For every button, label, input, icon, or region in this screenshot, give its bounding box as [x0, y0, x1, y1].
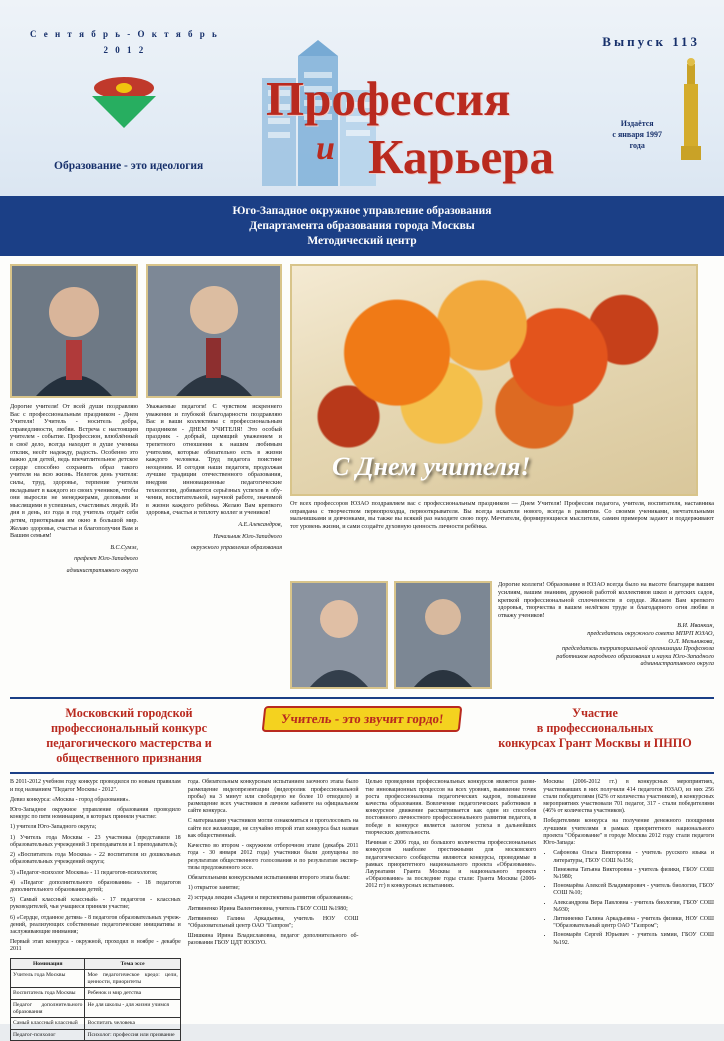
divider-rule — [10, 697, 714, 699]
title-conjunction: и — [316, 130, 335, 167]
portrait-photo-1 — [10, 264, 138, 398]
sig2-line2: Начальник Юго-Западного — [213, 533, 282, 540]
sig-right2-line2: председатель территориальной организации Профсоюза — [562, 645, 714, 653]
col2-p2: С материалами участников могли ознакомиться и проголосовать на сайте все желающие, не случайно второй этап конкурса был назван как общественный. — [187, 818, 359, 839]
col1-p9: 5) Самый классный классный» - 17 педагогов - классных руководителей, чьи учащиеся приняли участие; — [10, 897, 181, 911]
table-header-row — [11, 958, 181, 970]
col3-p2: Начиная с 2006 года, из большого количества профессиональных конкурсов наиболее престижными для московского педагогического сообщества являются конкурсы, проводимые в рамках приоритетного национального проекта «Образование». Лауреатами Гранта Москвы и национального проекта «Образование» за последние годы стали: Гранта Москвы (2006-2012 гг) в конкурсных испытаниях. — [365, 840, 537, 890]
portrait-photo-4 — [394, 581, 492, 689]
second-text-left: От всех профессоров ЮЗАО поздравляем вас с профессиональным праздником — Днем Учителя! Профессия педагога, учителя, воспитателя, наставника оправдана с творчеством первопроходца, первооткрывателя. Вы всегда искатели нового, всегда в развитии. Со своими учениками, мечтательными мальчишками и девчонками, вы также вы всякий раз находите свою пору. Мечтатели, формирующиеся мыслители, самим примером задают и поддерживают тот уровень жизни, и сами создаёте духовную ценность личности ребёнка. — [290, 500, 714, 530]
subheader — [0, 198, 724, 256]
table-cell-nomination: Воспитатель года Москвы — [11, 988, 85, 1000]
col1-p6: 2) «Воспитатель года Москвы» - 22 воспитателя из дошкольных образовательных учреждений округа; — [10, 852, 181, 866]
title-profession: Профессия — [266, 71, 511, 126]
list-item: • Сафонова Ольга Викторовна - учитель русского языка и литературы, ГБОУ СОШ №156; — [553, 850, 714, 864]
winners-list — [553, 850, 714, 946]
list-item: • Пономарёв Сергей Юрьевич - учитель химии, ГБОУ СОШ №192. — [553, 932, 714, 946]
col2-name1: Литвиненко Ирина Валентиновна, учитель ГБОУ СОШ №1980; — [187, 905, 348, 912]
greeting-text-1: Дорогие учителя! От всей души поздравляю Вас с профессиональным праздником - Днем Учителя! Учитель - носитель добра, справедливости, любви. Встреча с настоящим учителем - событие. Профессион, влюблённый в своё дело, всегда находит в душе ученика отклик, несёт надежду, радость. Особенно это важно для детей, ведь впечатлительное детское сердце способно сохранить образ такого учителя на всю жизнь. Нелегок день учителя: силы, труд, здоровье, терпение учителя вкладывает в каждого из своих учеников, чтобы они выросли не менеджерами, деловыми и мыслящими в успешных, счастливых людей. Из дня в день, из года в год учитель отдаёт себя детям, приоткрывая им окно в большой мир. Желаю здоровья, счастья и благополучия Вам и Вашим семьям! — [10, 403, 138, 540]
title-career: Карьера — [368, 129, 555, 184]
table-cell-nomination: Педагог-психолог — [11, 1029, 85, 1041]
headline-left — [10, 706, 248, 766]
greeting-column-1 — [10, 264, 138, 575]
col2-name3: Шишкина Ирина Владиславовна, педагог дополнительного образования ГБОУ ЦДТ ЮЗОУО. — [187, 933, 359, 947]
greeting-image-column — [290, 264, 714, 575]
issue-number: Выпуск 113 — [602, 34, 700, 49]
col2-p5: 1) открытое занятие; — [187, 885, 240, 892]
col2-p1: года. Обязательным конкурсным испытанием заочного этапа было размещение видеопрезентации (видеоролик профессиональной пробы) на 3 минут или свободную не более 10 отводило) и размещение всех участников в личном кабинете на официальном сайте конкурса. — [187, 779, 359, 815]
top-photo-zone — [0, 256, 724, 579]
masthead-title — [200, 34, 620, 194]
article-column-4 — [543, 779, 714, 1041]
col2-p4: Обязательными конкурсными испытаниями второго этапа были: — [187, 874, 350, 881]
article-column-1 — [10, 779, 181, 1041]
table-cell-essay: Не для школы - для жизни учимся — [85, 999, 180, 1017]
sig1-line3: административного округа — [66, 567, 138, 574]
publication-slogan: Образование - это идеология — [54, 160, 204, 172]
since-note — [612, 118, 662, 151]
table-row — [11, 1018, 181, 1030]
table-cell-nomination: Учитель года Москвы — [11, 970, 85, 988]
masthead — [0, 0, 724, 198]
second-zone — [0, 579, 724, 695]
col1-p11: Первый этап конкурса - окружной, проходил в ноябре - декабре 2011 — [10, 939, 181, 953]
col1-p5: 1) Учитель года Москвы - 23 участника (представили 18 образовательных учреждений 3 преподавателя и 1 преподаватель); — [10, 834, 181, 848]
list-item: • Литвиненко Галина Аркадьевна - учитель физики, НОУ СОШ "Образовательный центр ОАО "Газпром"; — [553, 916, 714, 930]
col1-p4: 1) учителя Юго-Западного округа; — [10, 824, 97, 831]
divider-rule-2 — [10, 772, 714, 774]
sig-right2-line4: административного округа — [640, 660, 714, 668]
col1-p10: 6) «Сердце, отданное детям» - 8 педагогов образовательных учреждений, реализующих собственные педагогические инициативы и заслуживающие внимания; — [10, 914, 181, 935]
headline-left-line3: педагогического мастерства и общественного признания — [46, 736, 212, 766]
list-item: • Пономарёва Алексей Владимирович - учитель биологии, ГБОУ СОШ №10; — [553, 883, 714, 897]
col2-p3: Качество во втором - окружном отборочном этапе (декабрь 2011 года - 30 января 2012 года) участники были допущены по результатам общественного голосования и по результатам экспертизы предложенного эссе. — [187, 843, 359, 871]
sig2-line1: А.Е.Александров, — [238, 521, 282, 528]
since-line3: года — [629, 141, 645, 150]
col1-p8: 4) «Педагог дополнительного образования» - 18 педагогов дополнительного образования детей; — [10, 879, 181, 893]
greeting-signature-1 — [10, 545, 138, 576]
tower-emblem-icon — [678, 58, 704, 166]
portrait-pair — [290, 581, 490, 689]
article-column-3 — [366, 779, 537, 1041]
table-cell-nomination: Педагог дополнительного образования — [11, 999, 85, 1017]
headline-banner — [0, 704, 724, 770]
second-text-right: Дорогие коллеги! Образование в ЮЗАО всегда было на высоте благодаря вашим усилиям, вашим знаниям, дружной работой коллективов школ и детских садов, крепкой профессиональной сплоченности в сердце. Желаем Вам крепкого здоровья, творчества в вашем нелёгком труде и благодарного огня любви в отважу учеников! — [498, 581, 714, 619]
greeting-text-2: Уважаемые педагоги! С чувством искреннего уважения и глубокой благодарности поздравляю Вас и ваши коллективы с профессиональным праздником - ДНЕМ УЧИТЕЛЯ! Это особый праздник - добрый, щемящий уважением и трепетного отношения к нашим любимым учителям, которые обязательно есть в жизни каждого человека. Труд педагога поистине неоценим. И сегодня наши педагоги, продолжая лучшие традиции отечественного образования, внедряя инновационные педагогические технологии, добиваются серьёзных успехов в обучении, воспитательной, научной работе, значимой в жизни каждого ребёнка. Желаю Вам крепкого здоровья, счастья и теплоту коллег и учеников! — [146, 403, 282, 517]
headline-left-line2: профессиональный конкурс — [50, 721, 208, 736]
col1-p1: В 2011-2012 учебном году конкурс проводился по новым правилам и под названием "Педагог Москвы - 2012". — [10, 779, 181, 793]
table-cell-nomination: Самый классный классный — [11, 1018, 85, 1030]
table-row — [11, 1029, 181, 1041]
sig-right1-line1: В.И. Иванкин, — [677, 622, 714, 630]
greeting-banner-text: С Днем учителя! — [332, 452, 531, 481]
headline-left-line1: Московский городской — [65, 706, 193, 721]
table-header-nomination: Номинация — [11, 958, 85, 970]
col4-p1: Москвы (2006-2012 гг.) в конкурсных мероприятиях, участвовавших в них получили 414 педагогов ЮЗАО, из них 256 стали победителями (62% от количества участников), в конкурсных мероприятиях участвовали 701 педагог, 317 - стали победителями (46% от количества участников). — [543, 779, 714, 815]
col3-p1: Целью проведения профессиональных конкурсов является развитие инновационных процессов на всех уровнях, выявление точек роста профессионализма педагогических кадров, повышение качества образования. Вовлечение педагогических работников в конкурсное движение рассматривается как один из способов постоянного личностного профессионального развития педагога, в победе в конкурсе является залогом успеха в дальнейших творческих деятельности. — [365, 779, 537, 836]
table-row — [11, 970, 181, 988]
subheader-line1: Юго-Западное окружное управление образования — [232, 205, 492, 217]
table-cell-essay: Воспитать человека — [85, 1018, 180, 1030]
ribbon-slogan: Учитель - это звучит гордо! — [261, 706, 462, 732]
list-item: • Пинежева Татьяна Викторовна - учитель физики, ГБОУ СОШ №1980; — [553, 867, 714, 881]
table-row — [11, 999, 181, 1017]
portrait-photo-2 — [146, 264, 282, 398]
table-cell-essay: Психолог: профессия или призвание — [85, 1029, 180, 1041]
col1-p3: Юго-Западное окружное управление образования проводило конкурс по пяти номинациям, в которых приняли участие: — [10, 807, 181, 821]
col4-p2: Победителями конкурса на получение денежного поощрения лучшими учителями в рамках приоритетного национального проекта "Образование" в городе Москва 2012 году стали педагоги Юго-Запада: — [543, 818, 714, 847]
col2-name2: Литвиненко Галина Аркадьевна, учитель НОУ СОШ "Образовательный центр ОАО "Газпром"; — [187, 915, 359, 929]
publication-logo-icon — [86, 74, 162, 130]
headline-right-line3: конкурсах Грант Москвы и ПНПО — [498, 736, 692, 751]
headline-right-line2: в профессиональных — [536, 721, 654, 736]
second-right-text-block — [498, 581, 714, 689]
article-column-2 — [188, 779, 359, 1041]
greeting-column-2 — [146, 264, 282, 575]
issue-date-line1: С е н т я б р ь - О к т я б р ь — [30, 29, 220, 39]
issue-date — [30, 26, 219, 58]
col1-p2: Девиз конкурса: «Москва - город образования». — [10, 796, 130, 803]
since-line2: с января 1997 — [612, 130, 662, 139]
col2-p6: 2) эстрада лекция «Задачи и перспективы развития образования»; — [187, 895, 353, 902]
issue-date-line2: 2 0 1 2 — [103, 45, 146, 55]
table-header-essay: Тема эссе — [85, 958, 180, 970]
greeting-signature-2 — [146, 522, 282, 553]
subheader-line2: Департамента образования города Москвы — [249, 220, 475, 232]
sig-right1-line2: председатель окружного совета МПРП ЮЗАО, — [587, 630, 714, 638]
article-columns — [0, 779, 724, 1041]
sig1-line1: В.С.Сумэл, — [110, 544, 138, 551]
headline-right-line1: Участие — [572, 706, 618, 721]
headline-right — [476, 706, 714, 751]
sig2-line3: окружного управления образования — [190, 545, 282, 552]
table-row — [11, 988, 181, 1000]
ribbon-container — [254, 706, 470, 732]
subheader-line3: Методический центр — [307, 235, 417, 247]
sig1-line2: префект Юго-Западного — [74, 556, 138, 563]
table-cell-essay: Мое педагогическое кредо: цели, ценности, приоритеты — [85, 970, 180, 988]
second-left-spacer — [10, 581, 282, 689]
sig-right2-line1: О.Л. Мельникова, — [668, 637, 714, 645]
flowers-photo — [290, 264, 698, 496]
portrait-photo-3 — [290, 581, 388, 689]
nominations-table — [10, 958, 181, 1041]
list-item: • Александрова Вера Павловна - учитель биологии, ГБОУ СОШ №930; — [553, 900, 714, 914]
since-line1: Издаётся — [620, 119, 654, 128]
col1-p7: 3) «Педагог-психолог Москвы» - 11 педагогов-психологов; — [10, 869, 158, 876]
sig-right2-line3: работников народного образования и науки Юго-Западного — [556, 652, 714, 660]
table-cell-essay: Ребенок и мир детства — [85, 988, 180, 1000]
